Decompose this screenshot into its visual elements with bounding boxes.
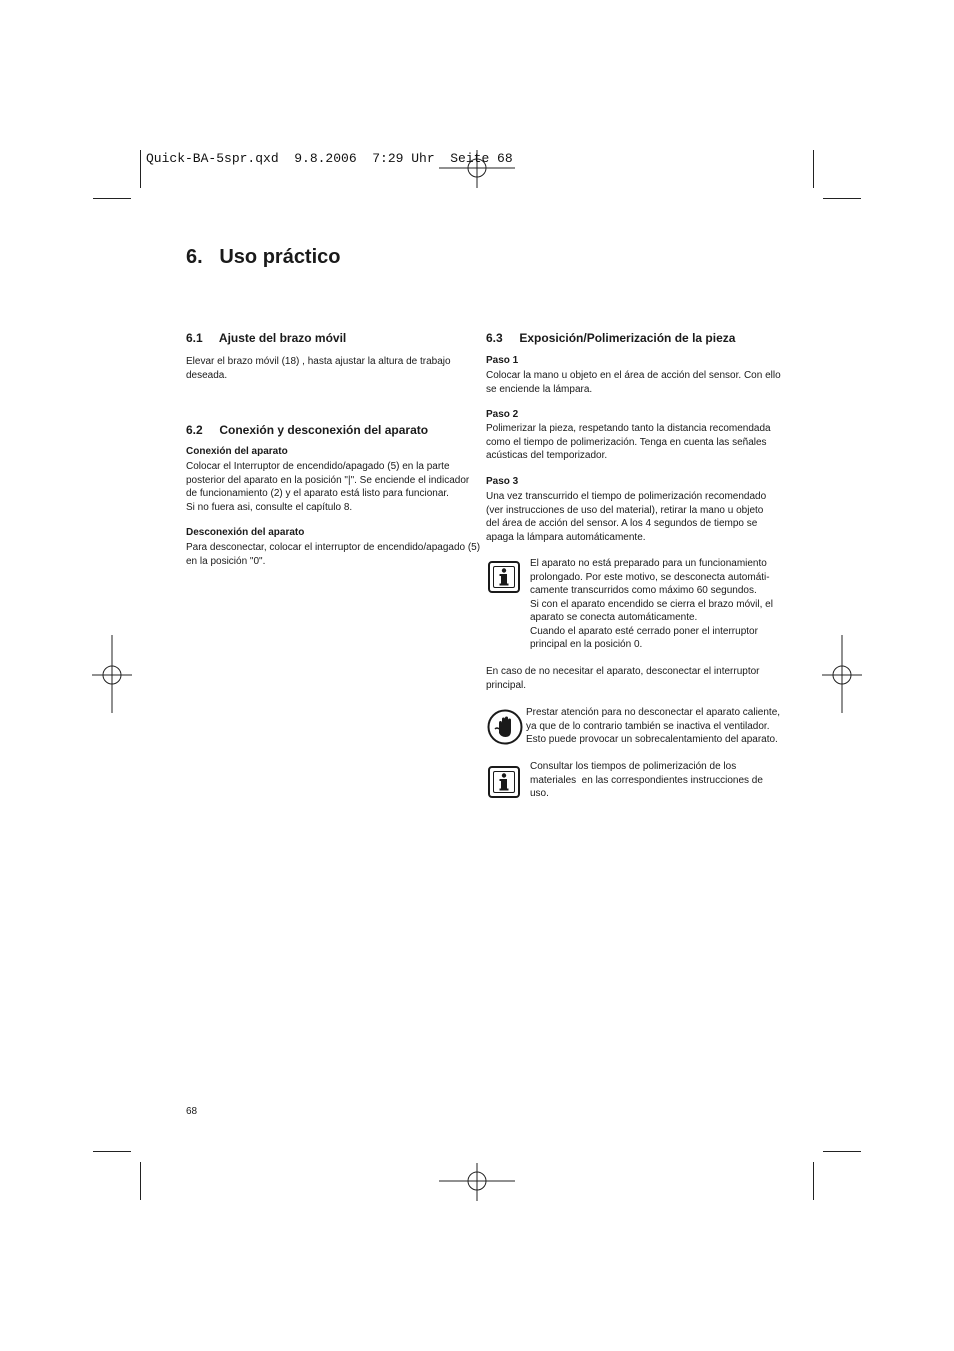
crop-mark-top-left-v xyxy=(140,150,141,188)
crop-mark-top-right-h xyxy=(823,198,861,199)
section-6-1-heading: 6.1 Ajuste del brazo móvil xyxy=(186,331,347,345)
info-icon xyxy=(488,766,520,798)
hand-stop-icon xyxy=(487,709,523,745)
registration-mark-bottom xyxy=(437,1161,517,1201)
crop-mark-bottom-right-h xyxy=(823,1151,861,1152)
paso-3-title: Paso 3 xyxy=(486,476,519,487)
crop-mark-bottom-left-v xyxy=(140,1162,141,1200)
page-number: 68 xyxy=(186,1106,198,1117)
paso-3-body: Una vez transcurrido el tiempo de polimerización recomendado (ver instrucciones de uso del material), retirar la mano u objeto del área de acción del sensor. A los 4 segundos de tiempo se apaga la lámpara automáticamente. xyxy=(486,491,767,543)
info-note-polymerization-times: Consultar los tiempos de polimerización de los materiales en las correspondientes instrucciones de uso. xyxy=(530,761,763,799)
conexion-subheading: Conexión del aparato xyxy=(186,446,288,457)
desconexion-subheading: Desconexión del aparato xyxy=(186,527,305,538)
desconexion-body: Para desconectar, colocar el interruptor de encendido/apagado (5) en la posición "0". xyxy=(186,542,481,567)
chapter-title: 6. Uso práctico xyxy=(186,246,341,268)
crop-mark-top-left-h xyxy=(93,198,131,199)
crop-mark-bottom-right-v xyxy=(813,1162,814,1200)
crop-mark-bottom-left-h xyxy=(93,1151,131,1152)
info-icon xyxy=(488,561,520,593)
section-6-1-body: Elevar el brazo móvil (18) , hasta ajustar la altura de trabajo deseada. xyxy=(186,356,451,381)
section-6-2-heading: 6.2 Conexión y desconexión del aparato xyxy=(186,423,429,437)
crop-mark-top-right-v xyxy=(813,150,814,188)
warning-text: Prestar atención para no desconectar el aparato caliente, ya que de lo contrario también se inactiva el ventilador. Esto puede provocar un sobrecalentamiento del aparato. xyxy=(526,707,781,745)
info-note-automatic-shutoff: El aparato no está preparado para un funcionamiento prolongado. Por este motivo, se desconecta automáti- camente transcurridos como máximo 60 segundos. Si con el aparato encendido se cierra el brazo móvil, el aparato se conecta automáticamente. Cuando el aparato esté cerrado poner el interruptor principal en la posición 0. xyxy=(530,558,773,650)
file-slug: Quick-BA-5spr.qxd 9.8.2006 7:29 Uhr Seite 68 xyxy=(146,151,513,166)
paso-1-body: Colocar la mano u objeto en el área de acción del sensor. Con ello se enciende la lámpara. xyxy=(486,370,781,395)
section-6-3-heading: 6.3 Exposición/Polimerización de la pieza xyxy=(486,331,736,345)
registration-mark-right xyxy=(822,635,862,715)
registration-mark-left xyxy=(92,635,132,715)
conexion-body: Colocar el Interruptor de encendido/apagado (5) en la parte posterior del aparato en la posición "|". Se enciende el indicador de funcionamiento (2) y el aparato está listo para funcionar. Si no fuera asi, consulte el capítulo 8. xyxy=(186,461,470,513)
paso-2-title: Paso 2 xyxy=(486,409,519,420)
general-instruction: En caso de no necesitar el aparato, desconectar el interruptor principal. xyxy=(486,666,760,691)
paso-2-body: Polimerizar la pieza, respetando tanto la distancia recomendada como el tiempo de polimerización. Tenga en cuenta las señales acústicas del temporizador. xyxy=(486,423,771,461)
paso-1-title: Paso 1 xyxy=(486,355,519,366)
